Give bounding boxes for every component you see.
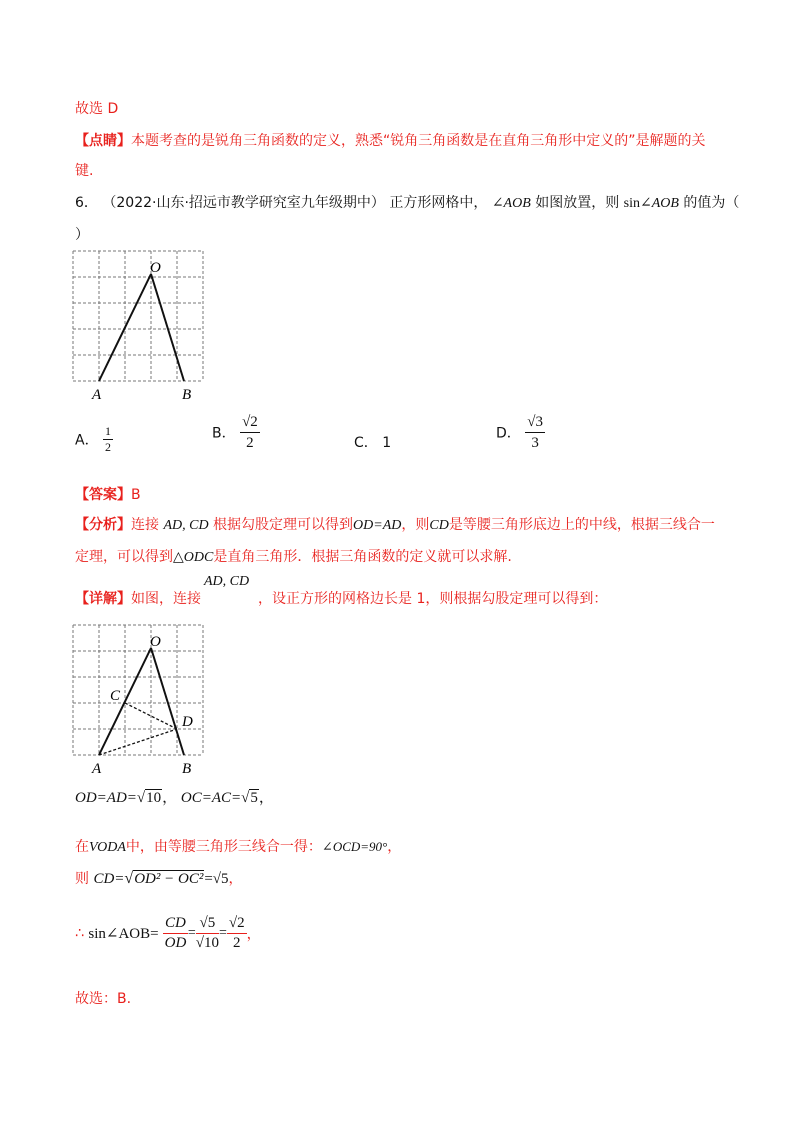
option-c-value: 1 xyxy=(382,435,392,451)
segment-oa-2 xyxy=(99,648,151,755)
question-source: （2022·山东·招远市教学研究室九年级期中） xyxy=(102,195,385,211)
answer-line xyxy=(75,484,141,504)
segment-ob-1 xyxy=(151,274,184,381)
analysis-line-2 xyxy=(75,546,512,566)
comment-line-2: 键. xyxy=(75,163,94,179)
label-a-2: A xyxy=(92,761,102,777)
sin-end: ， xyxy=(246,926,261,943)
line-sin: ∴ sin∠AOB= $\frac{CD}{OD}$ = $\frac{√5}{√10}$ = $\frac{√2}{2}$ ， xyxy=(75,915,261,951)
option-a-fraction xyxy=(103,424,113,455)
figure-grid-1 xyxy=(70,248,210,403)
sin-frac-3-den: 2 xyxy=(233,935,241,951)
analysis-triangle: △ODC xyxy=(173,550,214,565)
option-a-label: A． xyxy=(75,432,99,449)
analysis-segments: AD, CD xyxy=(163,518,209,533)
option-b-fraction xyxy=(240,412,260,453)
sin-frac-1 xyxy=(163,914,188,953)
line-cd: 则 CD=√OD² − OC²=√5， xyxy=(75,870,243,887)
option-b-numerator: √2 xyxy=(240,412,260,433)
analysis-tag: 【分析】 xyxy=(75,517,131,533)
option-d-fraction xyxy=(525,412,545,453)
segment-ob-2 xyxy=(151,648,184,755)
answer-value: B xyxy=(131,487,141,503)
option-a-denominator: 2 xyxy=(105,440,112,454)
question-text-c: 的值为（ xyxy=(683,195,740,211)
comment-line xyxy=(75,130,706,150)
line-vt-text-1: 在 xyxy=(75,839,89,855)
analysis-text-5: 定理，可以得到 xyxy=(75,549,173,565)
sin-frac-3-num: √2 xyxy=(227,914,247,934)
therefore-symbol: ∴ xyxy=(75,925,84,942)
eq-comma-2: ， xyxy=(258,790,274,806)
sin-frac-2 xyxy=(196,914,219,953)
label-o-2: O xyxy=(150,634,161,650)
eq-od-ad: OD=AD= xyxy=(75,790,137,806)
sin-frac-2-den: √10 xyxy=(195,935,220,951)
option-a-numerator: 1 xyxy=(105,424,112,438)
line-cd-radicand: OD² − OC² xyxy=(134,871,204,887)
line-vt-triangle: VODA xyxy=(89,840,126,855)
question-6 xyxy=(75,192,739,212)
detail-text-1: 如图，连接 xyxy=(131,591,201,607)
label-b-2: B xyxy=(182,761,192,777)
sin-frac-3 xyxy=(227,914,247,953)
line-vt-end: ， xyxy=(387,839,402,855)
analysis-line-1 xyxy=(75,514,715,534)
option-b-denominator: 2 xyxy=(246,435,254,451)
label-o-1: O xyxy=(150,260,161,276)
segment-oa-1 xyxy=(99,274,151,381)
line-cd-end: ， xyxy=(228,871,243,887)
option-d-denominator: 3 xyxy=(531,435,539,451)
grid-lines-2 xyxy=(73,625,203,755)
analysis-text-2: 根据勾股定理可以得到 xyxy=(213,517,354,533)
answer-tag: 【答案】 xyxy=(75,487,131,503)
option-d-numerator: √3 xyxy=(525,412,545,433)
line-vt-text-2: 中，由等腰三角形三线合一得： xyxy=(125,839,322,855)
question-close: ） xyxy=(75,227,89,243)
sin-frac-1-num: CD xyxy=(163,914,188,934)
figure-grid-2 xyxy=(70,622,210,777)
analysis-equation: OD=AD xyxy=(353,518,402,533)
detail-tag: 【详解】 xyxy=(75,591,131,607)
question-text-b: 如图放置，则 xyxy=(535,195,620,211)
comment-tag: 【点睛】 xyxy=(75,133,131,149)
eq-sqrt10: 10 xyxy=(146,790,162,806)
line-cd-text: 则 xyxy=(75,871,89,887)
label-a-1: A xyxy=(92,387,102,403)
grid-lines-1 xyxy=(73,251,203,381)
eq-oc-ac: OC=AC= xyxy=(180,790,242,806)
line-vt-angle: ∠OCD=90° xyxy=(321,839,388,854)
option-a xyxy=(75,424,113,455)
option-c xyxy=(354,432,391,452)
analysis-text-3: ，则 xyxy=(401,517,430,533)
analysis-cd: CD xyxy=(429,518,449,533)
option-b-label: B． xyxy=(212,425,236,442)
analysis-text-1: 连接 xyxy=(131,517,159,533)
line-triangle-oda xyxy=(75,836,401,856)
analysis-text-6: 是直角三角形．根据三角函数的定义就可以求解. xyxy=(213,549,512,565)
line-cd-lhs: CD= xyxy=(93,871,125,887)
sin-frac-2-num: √5 xyxy=(196,914,219,934)
sin-lhs: sin∠AOB= xyxy=(88,926,159,942)
eq-comma-1: ， xyxy=(162,790,178,806)
angle-aob: ∠AOB xyxy=(491,196,531,211)
option-c-label: C． xyxy=(354,435,378,451)
label-c-2: C xyxy=(110,688,121,704)
eq-sqrt5: 5 xyxy=(250,790,258,806)
sin-symbol: sin xyxy=(623,196,641,211)
detail-line xyxy=(75,588,201,608)
label-d-2: D xyxy=(182,714,193,730)
final-choice: 故选：B. xyxy=(75,991,132,1007)
option-b xyxy=(212,412,260,453)
question-number: 6． xyxy=(75,195,98,211)
comment-text: 本题考查的是锐角三角函数的定义，熟悉“锐角三角函数是在直角三角形中定义的”是解题的关 xyxy=(131,133,706,149)
equation-od-ad: OD=AD=√10， OC=AC=√5， xyxy=(75,790,274,806)
question-text-a: 正方形网格中， xyxy=(389,195,488,211)
angle-aob-2: ∠AOB xyxy=(640,196,679,211)
line-cd-rhs: =√5 xyxy=(204,871,229,887)
option-d xyxy=(496,412,545,453)
detail-segments: AD, CD xyxy=(204,574,250,589)
detail-text-2: ，设正方形的网格边长是 1，则根据勾股定理可以得到： xyxy=(258,591,608,607)
label-b-1: B xyxy=(182,387,192,403)
analysis-text-4: 是等腰三角形底边上的中线，根据三线合一 xyxy=(448,517,715,533)
sin-frac-1-den: OD xyxy=(164,935,187,951)
option-d-label: D． xyxy=(496,425,521,442)
previous-choice: 故选 D xyxy=(75,101,119,117)
